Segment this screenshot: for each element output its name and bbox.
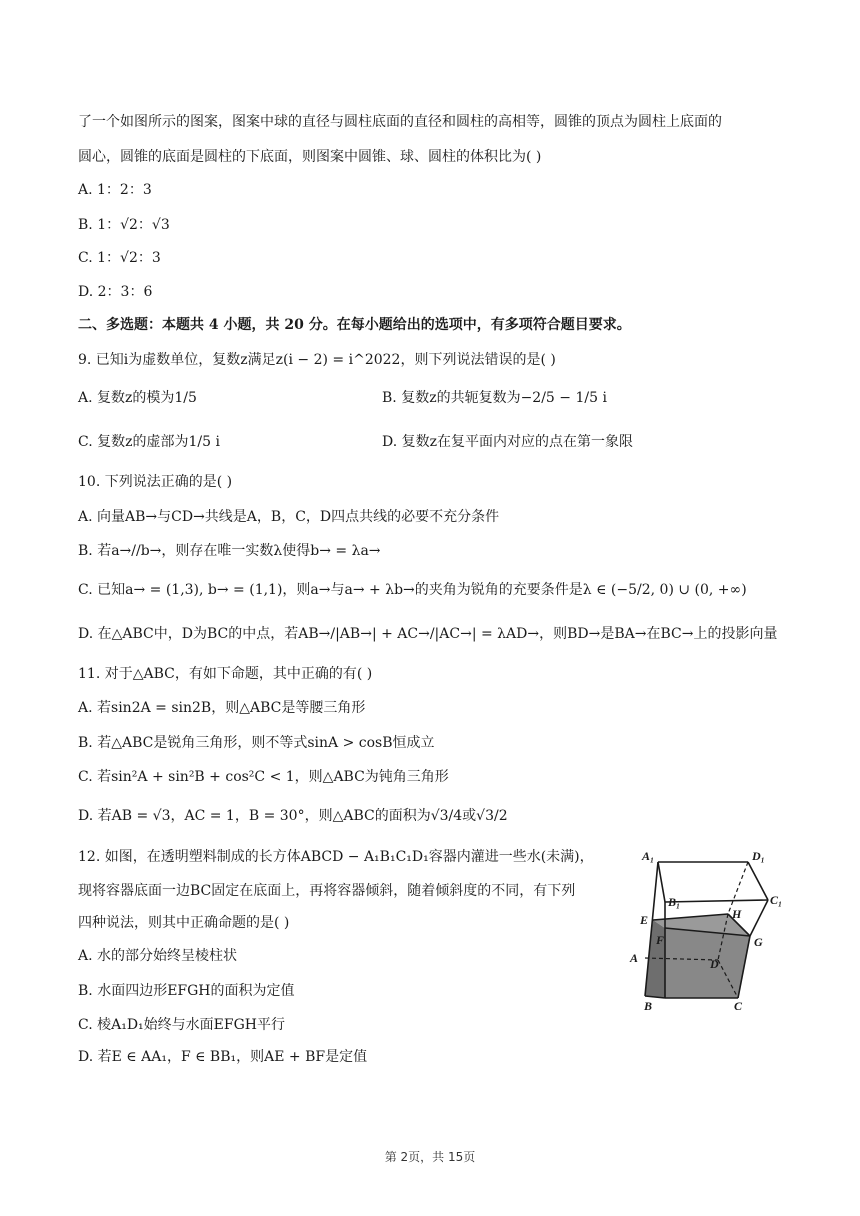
label-f: F: [656, 933, 665, 947]
q11-option-b: B. 若△ABC是锐角三角形，则不等式sinA > cosB恒成立: [78, 735, 435, 751]
page-footer: 第 2页，共 15页: [384, 1150, 476, 1164]
water-side-face: [665, 928, 750, 998]
q9-option-d: D. 复数z在复平面内对应的点在第一象限: [382, 434, 634, 450]
cuboid-water-figure: [628, 840, 783, 1013]
q12-stem-line1: 12. 如图，在透明塑料制成的长方体ABCD − A₁B₁C₁D₁容器内灌进一些水(未满)，: [78, 849, 594, 865]
q12-option-d: D. 若E ∈ AA₁，F ∈ BB₁，则AE + BF是定值: [78, 1049, 368, 1065]
q11-option-a: A. 若sin2A = sin2B，则△ABC是等腰三角形: [78, 700, 366, 716]
q8-option-d: D. 2：3：6: [78, 284, 153, 300]
q9-option-b: B. 复数z的共轭复数为−2/5 − 1/5 i: [382, 390, 607, 406]
label-c: C: [734, 999, 743, 1013]
q10-option-c: C. 已知a→ = (1,3), b→ = (1,1)，则a→与a→ + λb→的夹角为锐角的充要条件是λ ∈ (−5/2, 0) ∪ (0, +∞): [78, 582, 747, 598]
q12-stem-line2: 现将容器底面一边BC固定在底面上，再将容器倾斜，随着倾斜度的不同，有下列: [78, 883, 576, 899]
q11-stem: 11. 对于△ABC，有如下命题，其中正确的有( ): [78, 666, 373, 682]
label-b: B: [644, 999, 653, 1013]
label-g: G: [754, 935, 763, 949]
q12-option-b: B. 水面四边形EFGH的面积为定值: [78, 983, 295, 999]
q8-option-c: C. 1：√2：3: [78, 250, 161, 266]
q12-option-c: C. 棱A₁D₁始终与水面EFGH平行: [78, 1017, 285, 1033]
q8-option-b: B. 1：√2：√3: [78, 217, 170, 233]
label-d: D: [710, 957, 719, 971]
q10-option-b: B. 若a→//b→，则存在唯一实数λ使得b→ = λa→: [78, 543, 381, 559]
q11-option-d: D. 若AB = √3，AC = 1，B = 30°，则△ABC的面积为√3/4或√3/2: [78, 808, 508, 824]
q11-option-c: C. 若sin²A + sin²B + cos²C < 1，则△ABC为钝角三角形: [78, 769, 449, 785]
q10-stem: 10. 下列说法正确的是( ): [78, 474, 233, 490]
q12-stem-line3: 四种说法，则其中正确命题的是( ): [78, 915, 290, 931]
label-h: H: [732, 907, 742, 921]
section-heading: 二、多选题：本题共 4 小题，共 20 分。在每小题给出的选项中，有多项符合题目要求。: [78, 317, 631, 333]
label-e: E: [640, 913, 649, 927]
q8-stem-line1: 了一个如图所示的图案，图案中球的直径与圆柱底面的直径和圆柱的高相等，圆锥的顶点为圆柱上底面的: [78, 114, 722, 130]
label-a: A: [630, 951, 639, 965]
label-b1: B₁: [668, 895, 681, 909]
q10-option-a: A. 向量AB→与CD→共线是A，B，C，D四点共线的必要不充分条件: [78, 509, 500, 525]
q9-option-c: C. 复数z的虚部为1/5 i: [78, 434, 220, 450]
label-a1: A₁: [642, 849, 655, 863]
q10-option-d: D. 在△ABC中，D为BC的中点，若AB→/|AB→| + AC→/|AC→| = λAD→，则BD→是BA→在BC→上的投影向量: [78, 626, 778, 642]
q8-option-a: A. 1：2：3: [78, 182, 152, 198]
q9-option-a: A. 复数z的模为1/5: [78, 390, 197, 406]
q12-option-a: A. 水的部分始终呈棱柱状: [78, 948, 238, 964]
label-d1: D₁: [752, 849, 765, 863]
label-c1: C₁: [770, 893, 783, 907]
q9-stem: 9. 已知i为虚数单位，复数z满足z(i − 2) = i^2022，则下列说法错误的是( ): [78, 352, 556, 368]
q8-stem-line2: 圆心，圆锥的底面是圆柱的下底面，则图案中圆锥、球、圆柱的体积比为( ): [78, 149, 542, 165]
